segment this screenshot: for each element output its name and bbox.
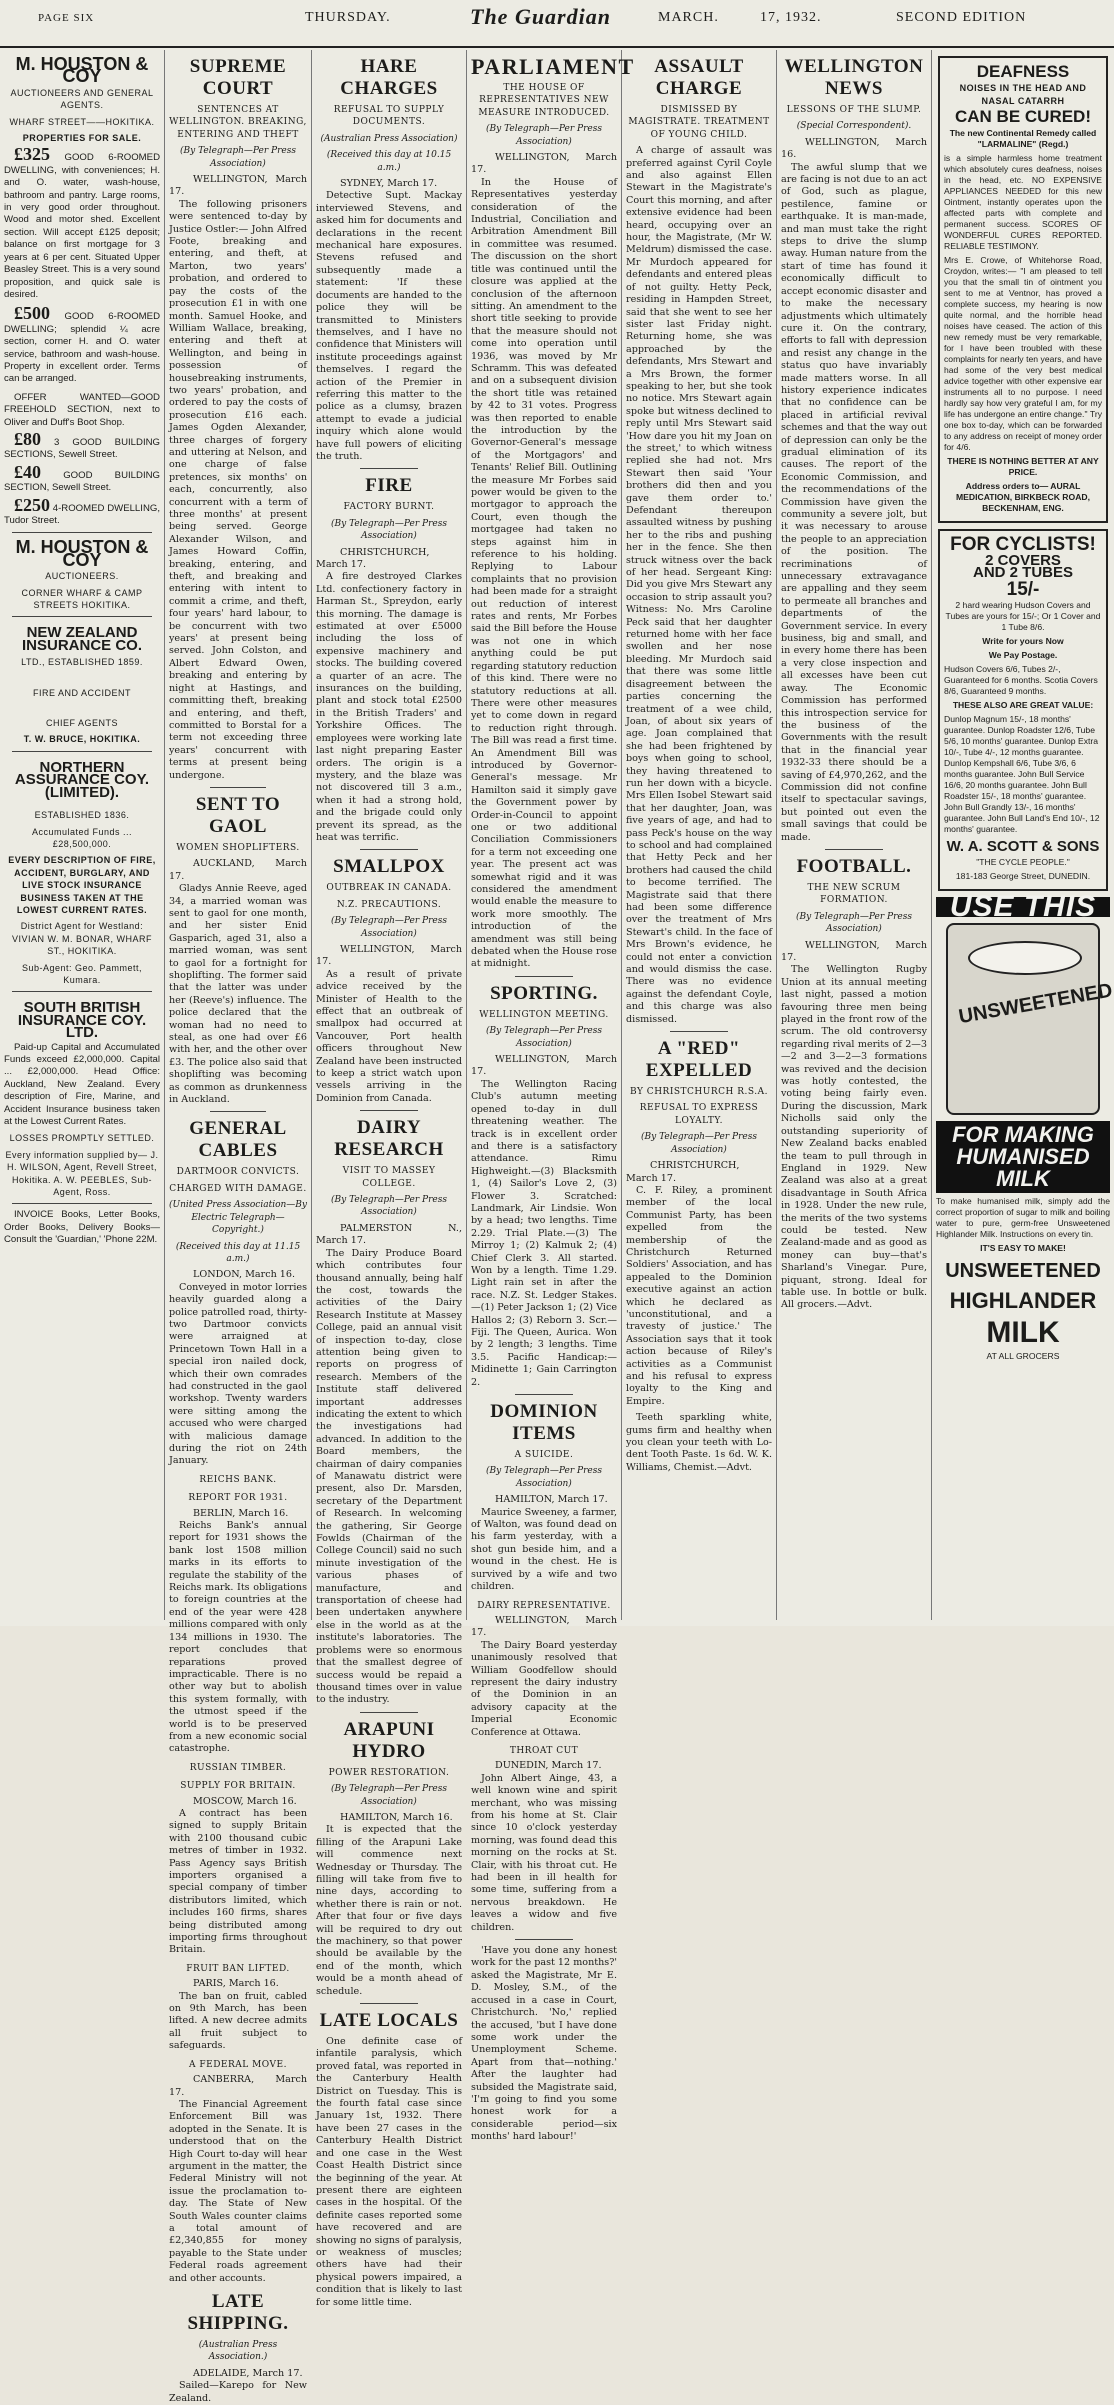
press-credit: (United Press Association—By Electric Telegraph—Copyright.)	[169, 1200, 307, 1236]
invoice-ad: INVOICE Books, Letter Books, Order Books, Delivery Books—Consult the 'Guardian,' 'Phone 22M.	[4, 1209, 160, 1246]
article-body: John Albert Ainge, 43, a well known wine and spirit merchant, who was missing from his home at St. Clair since 10 o'clock yesterday morning, was found dead this morning on the rocks at St. Clair, with his throat cut. He had been in ill health for some time, suffering from a nervous breakdown. He leaves a widow and five children.	[471, 1772, 617, 1933]
property-40	[4, 461, 160, 495]
milk-tin-illustration	[946, 923, 1114, 1115]
article-body: A fire destroyed Clarkes Ltd. confectionery factory in Harman St., Spreydon, early this morning. The damage is estimated at over £5000 including the loss of expensive machinery and stocks. The building covered a quarter of an acre. The insurances on the building, plant and stock total £2500 in the British Traders' and Yorkshire Offices. The employees were working late last night preparing Easter orders. The origin is a mystery, and the blaze was not discovered till 3 a.m., when it had a strong hold, and the brigade could only prevent its spread, as the heat was terrific.	[316, 571, 462, 843]
subhead-damage: CHARGED WITH DAMAGE.	[169, 1183, 307, 1194]
edition-label: SECOND EDITION	[896, 10, 1027, 25]
column-parliament	[467, 50, 635, 2143]
dateline: WELLINGTON, March 17.	[781, 939, 927, 963]
article-body: The Wellington Racing Club's autumn meeting opened to-day in dull threatening weather. The track is in excellent order and there is a satisfactory attendance. Rimu Highweight.—(3) Blacksmith 1, (4) Sailor's Love 2, (3) Flower 3. Scratched: Landmark, Air Lindsie. Won by a head; two lengths. Time 2.29. Trial Plate.—(3) The Mirroy 1; (2) Kalmuk 2; (4) Chief Clerk 3. All started. Won by a length. Time 1.29. Light rain set in after the race. N.Z. St. Ledger Stakes.—(1) Peter Jackson 1; (2) Vice Hallos 2; (3) Reborn 3. Scr.—Fiji. The Queen, Aurica. Won by 2 length; 3 lengths. Time 3.5. Pacific Handicap:—Midinette 1; Gain Carrington 2.	[471, 1078, 617, 1388]
divider	[825, 849, 883, 850]
issue-date: 17, 1932.	[760, 10, 822, 25]
dateline: SYDNEY, March 17.	[340, 178, 438, 190]
divider	[360, 1110, 418, 1111]
price-500: £500	[14, 303, 50, 324]
headline-assault-charge: ASSAULT CHARGE	[654, 56, 744, 99]
deafness-heading: DEAFNESS	[976, 62, 1070, 81]
paper-name: The Guardian	[470, 4, 611, 29]
headline-football: FOOTBALL.	[796, 855, 912, 877]
divider	[515, 1939, 573, 1940]
headline-sporting: SPORTING.	[490, 982, 598, 1004]
article-body: A charge of assault was preferred against Cyril Coyle and also against Ellen Stewart in the Magistrate's Court this morning, and after extensive evidence had been heard, occupying over an hour, the Magistrate, (Mr W. Meldrum) dismissed the case. Mr Murdoch appeared for defendants and entered pleas of not guilty. Hetty Peck, residing in Hampden Street, said that she went to see her sister last Friday night. Returning home, she was approached by the defendants, Mrs Stewart and a Mrs Brown, the former speaking to her, but she took no notice. Mrs Stewart again spoke but witness declined to reply until Mrs Stewart said 'How dare you hit my Joan on the street,' to which witness replied she had not. Mrs Stewart then said 'Your brothers did then and you gave them order to.' Defendant thereupon assaulted witness by pushing her to the ribs and pushing her in the fence. She then struck witness over the back of her head. Sergeant King: Did you give Mrs Stewart any occasion to strip assault you? Witness: No. Mrs Caroline Peck said that her daughter returned home with her face swollen and her nose bleeding. Mr Murdoch said that there was some little disagreement between the parties concerning the treatment of a wee child, Joan, of about six years of age. Joan complained that she had been frightened by boys when going to school, they having threatened to run her down with a bicycle. Mrs Ellen Isobel Stewart said that her daughter, Joan, was five years of age, and had to pass Peck's house on the way to school and had complained that Hetty Peck and her brothers had caused the child to become terrified. The Magistrate said that there had been some difference over the treatment of Mrs Stewart's child. In the face of Mrs Brown's evidence, he could not enter a conviction and would dismiss the case. There was no evidence against the defendant Coyle, and this charge was also dismissed.	[626, 145, 772, 1025]
deafness-testimony: Mrs E. Crowe, of Whitehorse Road, Croydon, writes:— "I am pleased to tell you that the small tin of ointment you sent to me at Ventnor, has proved a complete success, my hearing is now quite normal, and the horrible head noises have ceased. The action of this new remedy must be very remarkable, for I have been troubled with these complaints for nearly ten years, and have had some of the very best medical advice together with other expensive ear instruments all to no purpose. I need hardly say how very grateful I am, for my life has undergone an entire change." Try one box to-day, which can be forwarded to any address on receipt of money order for 4/6.	[944, 254, 1102, 452]
property-500	[4, 303, 161, 385]
milk-ad	[936, 889, 1114, 1362]
cyclists-body: 2 hard wearing Hudson Covers and Tubes are yours for 15/-; Or 1 Cover and 1 Tube 8/6.	[945, 600, 1101, 633]
northern-subagent: Sub-Agent: Geo. Pammett, Kumara.	[21, 962, 143, 985]
press-credit: (By Telegraph—Per Press Association)	[180, 146, 296, 169]
divider	[12, 532, 152, 533]
south-british-name: SOUTH BRITISH INSURANCE COY. LTD.	[17, 999, 147, 1042]
subhead: VISIT TO MASSEY COLLEGE.	[342, 1166, 436, 1189]
houston2-name: M. HOUSTON & COY	[15, 537, 149, 570]
headline-parliament: PARLIAMENT	[471, 54, 635, 79]
cyclists-values: THESE ALSO ARE GREAT VALUE:	[952, 700, 1094, 711]
issue-month: MARCH.	[658, 10, 719, 25]
property-80-text: 3 GOOD BUILDING SECTIONS, Sewell Street.	[4, 436, 160, 461]
article-body: Detective Supt. Mackay interviewed Stevens, and asked him for documents and declarations in the recent mechanical hare exposures. Stevens refused and subsequently made a statement: 'If these documents are handed to the police they will be transmitted to Ministers themselves, and I have no confidence that Ministers will institute proceedings against themselves. I regard the action of the Premier in referring this matter to the police as a clumsy, brazen attempt to evade a judicial inquiry which alone would have full powers of eliciting the truth.	[316, 190, 462, 462]
milk-body: To make humanised milk, simply add the correct proportion of sugar to milk and boiling water to pure, germ-free Unsweetened Highlander Milk. Instructions on every tin.	[936, 1196, 1110, 1240]
deafness-nothing-better: THERE IS NOTHING BETTER AT ANY PRICE.	[947, 455, 1099, 477]
dateline: WELLINGTON, March 17.	[471, 152, 617, 176]
headline-dairy-research: DAIRY RESEARCH	[334, 1117, 444, 1161]
minor-head: FRUIT BAN LIFTED.	[186, 1963, 290, 1974]
headline-sent-to-gaol: SENT TO GAOL	[195, 793, 281, 837]
cyclists-hudson: Hudson Covers 6/6, Tubes 2/-, Guaranteed for 6 months. Scotia Covers 8/6, Guaranteed 9 months.	[944, 664, 1098, 697]
minor-head: A FEDERAL MOVE.	[189, 2059, 287, 2070]
south-british-losses: LOSSES PROMPTLY SETTLED.	[9, 1133, 155, 1144]
article-body: Reichs Bank's annual report for 1931 shows the bank lost 1508 million marks in its efforts to regulate the stability of the Reichs mark. Its obligations to foreign countries at the end of the year were 428 millions compared with only 134 millions in 1930. The report concludes that reparations proved impracticable. There is no other way but to abolish this system formally, with the utmost speed if the world is to be preserved from a new economic social catastrophe.	[169, 1520, 307, 1755]
correspondent: (Special Correspondent).	[796, 121, 912, 132]
column-ads-left	[0, 50, 165, 1620]
article-body: The Dairy Board yesterday unanimously resolved that William Goodfellow should represent the dairy industry of the Dominion in an advisory capacity at the Imperial Economic Conference at Ottawa.	[471, 1639, 617, 1738]
article-body: One definite case of infantile paralysis, which proved fatal, was reported in the Canterbury Health District on Tuesday. This is the fourth fatal case since January 1st, 1932. There have been 27 cases in the Canterbury Health District and one case in the West Coast Health District since the beginning of the year. At present there are eighteen cases in the hospital. Of the definite cases reported some have recovered and are showing no signs of paralysis, or weakness of muscles; others have had their physical powers impaired, a condition that is likely to last for some little time.	[316, 2036, 462, 2308]
dateline: BERLIN, March 16.	[193, 1507, 289, 1519]
price-40: £40	[14, 461, 41, 482]
divider	[210, 787, 265, 788]
subhead: THE NEW SCRUM FORMATION.	[807, 882, 901, 906]
divider	[12, 991, 152, 992]
headline-fire: FIRE	[365, 475, 413, 497]
headline-dominion-items: DOMINION ITEMS	[490, 1401, 598, 1445]
press-credit: (By Telegraph—Per Press Association)	[486, 1466, 602, 1489]
price-80: £80	[14, 428, 41, 449]
nz-insurance-types: FIRE AND ACCIDENT	[32, 687, 131, 698]
divider	[210, 1111, 265, 1112]
article-body: The Dairy Produce Board which contributes four thousand annually, being half the cost, towards the activities of the Dairy Research Institute at Massey College, paid an annual visit of inspection to-day, close attention being given to reports on progress of research. Members of the Institute staff delivered important addresses indicating the extent to which the investigations had advanced. In addition to the Board members, the chairman of dairy companies of Manawatu district were present, also Dr. Marsden, secretary of the Department of Research. In welcoming the gathering, Sir George Fowlds (Chairman of the College Council) said no such minute investigation of the various phases of manufacture, and transportation of cheese had been undertaken anywhere else in the world as at the institute's laboratories. The problems were so enormous that the smallest degree of success would be repaid a thousand times over in value to the industry.	[316, 1247, 463, 1706]
column-supreme-court	[165, 50, 312, 2404]
press-credit: (By Telegraph—Per Press Association)	[641, 1132, 757, 1155]
headline-late-shipping: LATE SHIPPING.	[187, 2291, 289, 2334]
dateline: MOSCOW, March 16.	[193, 1795, 297, 1807]
article-body: In the House of Representatives yesterday consideration of the Industrial, Conciliation and Arbitration Amendment Bill in committee was resumed. The discussion on the short title was continued until the closure was applied at the conclusion of the afternoon sitting. An amendment to the short title seeking to provide that the measure should not come into operation until 1936, was moved by Mr Schramm. This was defeated and on a subsequent division the short title was retained by 42 to 31 votes. Progress was then reported to enable the introduction by the Governor-General's message of the Mortgagors' and Tenants' Relief Bill. Outlining the measure Mr Forbes said power would be given to the mortgagor to approach the Court, even though the mortgagee had taken no steps against him in reference to his holding. Replying to Labour complaints that no provision had been made for a straight out reduction of interest rates and rents, Mr Forbes said the Bill before the House was not one in which anything could be put regarding statutory reduction of this kind. There were no statutory reductions at all. There were other measures yet to come down in regard to reduction right through. The Bill was read a first time. An Amendment Bill was introduced by Governor-General's message. Mr Hamilton said it simply gave the Government power by Order-in-Council to appoint one or two additional Conciliation Commissioners for a term not exceeding one year. The present act was somewhat rigid and it was considered the amendment would enable the measure to work more smoothly. The introduction of the amendment was still being debated when the House rose at midnight.	[471, 176, 617, 970]
dateline: AUCKLAND, March 17.	[169, 858, 307, 882]
headline-arapuni: ARAPUNI HYDRO	[343, 1718, 435, 1762]
nz-insurance-established: LTD., ESTABLISHED 1859.	[21, 657, 143, 668]
article-body: Gladys Annie Reeve, aged 34, a married woman was sent to gaol for one month, and her sister Enid Gasparich, aged 31, also a married woman, was sent to gaol for a fortnight for shoplifting. The former said that the latter was under her (Reeve's) influence. The police declared that the woman had no need to steal, as one had over £6 with her, and the other over £3. The police also said that shoplifting was becoming as common as drunkenness in Auckland.	[169, 883, 307, 1106]
subhead: OUTBREAK IN CANADA.	[326, 883, 452, 894]
subhead: REFUSAL TO EXPRESS LOYALTY.	[639, 1103, 759, 1126]
south-british-info: Every information supplied by— J. H. WILSON, Agent, Revell Street, Hokitika. A. W. PEEBLES, Sub-Agent, Ross.	[5, 1149, 159, 1198]
article-body: C. F. Riley, a prominent member of the local Communist Party, has been expelled from the membership of the Christchurch Returned Soldiers' Association, and has appealed to the Dominion executive against an action which he declared as 'unconstitutional, and a travesty of justice.' The Association says that it took action because of Riley's activities as a Communist and his refusal to express loyalty to the King and Empire.	[626, 1184, 772, 1407]
northern-description: EVERY DESCRIPTION OF FIRE, ACCIDENT, BURGLARY, AND LIVE STOCK INSURANCE BUSINESS TAKEN AT THE LOWEST CURRENT RATES.	[8, 855, 156, 915]
article-body: 'Have you done any honest work for the past 12 months?' asked the Magistrate, Mr E. D. Mosley, S.M., of the accused in a case in Court, Christchurch. 'No,' replied the accused, 'but I have done some work under the Unemployment Scheme. Apart from that—nothing.' After the laughter had subsided the Magistrate said, 'I'm going to find you some honest work for a considerable period—six months' hard labour!'	[471, 1945, 617, 2143]
cyclists-ad	[938, 529, 1108, 891]
milk-brand-highlander: HIGHLANDER	[949, 1288, 1097, 1314]
subhead: THE HOUSE OF REPRESENTATIVES NEW MEASURE INTRODUCED.	[478, 83, 610, 118]
minor-head: REICHS BANK.	[199, 1474, 277, 1485]
milk-for-making: FOR MAKING HUMANISED MILK	[936, 1121, 1110, 1193]
subhead: N.Z. PRECAUTIONS.	[336, 899, 442, 910]
article-body: The ban on fruit, cabled on 9th March, has been lifted. A new decree admits all fruit subject to safeguards.	[169, 1990, 307, 2052]
article-body: It is expected that the filling of the Arapuni Lake will commence next Wednesday or Thursday. The filling will take from five to nine days, according to whether there is rain or not. After that four or five days will be required to dry out the machinery, so that power should be available by the end of the month, which would be a month ahead of schedule.	[316, 1824, 462, 1997]
deafness-ad	[938, 56, 1108, 523]
divider	[360, 849, 418, 850]
subhead: REFUSAL TO SUPPLY DOCUMENTS.	[333, 105, 445, 128]
houston2-role: AUCTIONEERS.	[45, 571, 119, 582]
cyclists-write: Write for yours Now	[982, 636, 1064, 647]
northern-name: NORTHERN ASSURANCE COY. (LIMITED).	[14, 758, 150, 801]
headline-late-locals: LATE LOCALS	[319, 2010, 459, 2032]
dateline: WELLINGTON, March 17.	[471, 1614, 617, 1639]
subhead: BY CHRISTCHURCH R.S.A.	[630, 1087, 768, 1098]
column-ads-right	[932, 50, 1114, 1620]
cyclists-list: Dunlop Magnum 15/-, 18 months' guarantee. Dunlop Roadster 12/6, Tube 5/6, 10 months' guarantee. Dunlop Extra 10/-, Tube 4/-, 12 months guarantee. Dunlop Kempshall 6/6, Tube 3/6, 6 months guarantee. John Bull Service 16/6, 20 months guarantee. John Bull Roadster 15/-, 18 months' guarantee. John Bull Grandly 13/-, 16 months' guarantee. John Bull Land's End 10/-, 12 months' guarantee.	[944, 714, 1100, 835]
northern-funds: Accumulated Funds ... £28,500,000.	[31, 826, 133, 849]
deafness-sub: NOISES IN THE HEAD AND NASAL CATARRH	[959, 83, 1087, 106]
deafness-remedy: The new Continental Remedy called "LARMALINE" (Regd.)	[949, 127, 1097, 149]
article-body: The awful slump that we are facing is not due to an act of God, such as plague, pestilence, famine or earthquake. It is man-made, and man must take the right steps to drive the slump away. Human nature from the start of time has found it economically difficult to accept economic disaster and to make the necessary adjustments which ultimately cure it. On the contrary, efforts to fall with depression and resist any change in the status quo have invariably made matters worse. In all history experience indicates that no confidence can be placed in artificial revival schemes and that the way out of depression can only be the gradual elimination of its causes. The report of the Economic Commission, and the recommendations of the Commission have given the community a severe jolt, but it was necessary to arouse the people to an appreciation of the position. The recriminations of unnecessary extravagance are appalling and they seem to permeate all branches and departments of the Government service. In every business, big and small, and in every home there has been a very close inspection and all excesses have been cut away. The Economic Commission has performed this introspection service for the business of the Governments with the result that in the financial year 1932-33 there should be a saving of £4,970,262, and the Commission did not confine itself to spectacular savings, but pointed out even the small savings that could be made.	[781, 161, 927, 843]
headline-wellington-news: WELLINGTON NEWS	[784, 56, 924, 99]
column-wellington-news	[777, 50, 932, 1620]
press-credit: (By Telegraph—Per Press Association)	[331, 916, 447, 939]
property-325-text: GOOD 6-ROOMED DWELLING, with conveniences; H. and O. water, wash-house, bathroom and pantry. Large rooms, in very good order throughout. Wood and motor shed. Excellent section. Will accept £125 deposit; balance on first mortgage for 3 years at 6 per cent. Situated Upper Beasley Street. This is a very sound proposition, and quick sale is desired.	[4, 152, 161, 300]
received-time: (Received this day at 11.15 a.m.)	[175, 1241, 301, 1264]
deafness-cured: CAN BE CURED!	[955, 107, 1091, 127]
milk-use-this: USE THIS	[936, 897, 1110, 917]
milk-easy: IT'S EASY TO MAKE!	[980, 1243, 1066, 1254]
dateline: PALMERSTON N., March 17.	[316, 1222, 462, 1247]
minor-sub: REPORT FOR 1931.	[188, 1493, 288, 1504]
received-time: (Received this day at 10.15 a.m.)	[326, 150, 452, 173]
properties-heading: PROPERTIES FOR SALE.	[22, 133, 142, 144]
headline-smallpox: SMALLPOX	[333, 856, 445, 878]
milk-brand-milk: MILK	[986, 1316, 1060, 1350]
divider	[515, 976, 573, 977]
article-body: A contract has been signed to supply Britain with 2100 thousand cubic metres of timber in 1932. Pass Agency says British importers organised a special company of timber distributors limited, which includes 160 firms, shares being distributed among importing firms throughout Britain.	[169, 1807, 307, 1956]
cyclists-tubes: AND 2 TUBES	[972, 564, 1073, 582]
dateline: ADELAIDE, March 17.	[193, 2367, 303, 2379]
subhead: WELLINGTON MEETING.	[479, 1009, 609, 1020]
headline-general-cables: GENERAL CABLES	[189, 1118, 287, 1162]
property-80	[4, 428, 160, 462]
price-250: £250	[14, 494, 50, 515]
issue-day: THURSDAY.	[305, 10, 391, 25]
headline-red-expelled: A "RED" EXPELLED	[645, 1038, 753, 1082]
property-250-text: 4-ROOMED DWELLING, Tudor Street.	[4, 502, 160, 526]
article-body: Maurice Sweeney, a farmer, of Walton, was found dead on his farm yesterday, with a shot gun beside him, and a wound in the chest. He is survived by a wife and two children.	[471, 1506, 617, 1593]
milk-grocers: AT ALL GROCERS	[986, 1351, 1060, 1362]
houston-name: M. HOUSTON & COY	[15, 54, 149, 87]
nz-insurance-agent-label: CHIEF AGENTS	[45, 718, 118, 729]
divider	[12, 616, 152, 617]
column-hare-charges	[312, 50, 467, 2308]
scott-tagline: "THE CYCLE PEOPLE."	[976, 856, 1070, 867]
divider	[360, 468, 418, 469]
nz-insurance-agent: T. W. BRUCE, HOKITIKA.	[23, 734, 141, 745]
northern-agent: District Agent for Westland: VIVIAN W. M. BONAR, WHARF ST., HOKITIKA.	[11, 921, 152, 957]
dateline: CHRISTCHURCH, March 17.	[316, 546, 430, 570]
cyclists-price: 15/-	[1006, 578, 1040, 600]
houston-role: AUCTIONEERS AND GENERAL AGENTS.	[10, 87, 154, 111]
minor-head: DAIRY REPRESENTATIVE.	[477, 1600, 611, 1611]
scott-name: W. A. SCOTT & SONS	[946, 838, 1100, 856]
dateline: LONDON, March 16.	[193, 1269, 296, 1281]
dateline: WELLINGTON, March 17.	[471, 1054, 617, 1078]
milk-brand-unsweetened: UNSWEETENED	[945, 1260, 1101, 1283]
press-credit: (By Telegraph—Per Press Association)	[486, 124, 602, 147]
dateline: HAMILTON, March 16.	[340, 1811, 453, 1823]
cyclists-covers: 2 COVERS	[985, 552, 1061, 570]
subhead-dartmoor: DARTMOOR CONVICTS.	[176, 1167, 300, 1178]
press-credit: (By Telegraph—Per Press Association)	[486, 1026, 602, 1049]
headline-hare-charges: HARE CHARGES	[340, 56, 438, 99]
article-body: Sailed—Karepo for New Zealand.	[169, 2380, 307, 2404]
scott-address: 181-183 George Street, DUNEDIN.	[955, 870, 1091, 881]
deafness-address: Address orders to— AURAL MEDICATION, BIRKBECK ROAD, BECKENHAM, ENG.	[956, 480, 1090, 513]
dateline: HAMILTON, March 17.	[495, 1494, 608, 1506]
divider	[12, 1203, 152, 1204]
property-250	[4, 494, 160, 528]
property-40-text: GOOD BUILDING SECTION, Sewell Street.	[4, 469, 160, 494]
headline-supreme-court: SUPREME COURT	[189, 56, 287, 99]
divider	[360, 1712, 418, 1713]
page-number: PAGE SIX	[38, 12, 95, 24]
cyclists-postage: We Pay Postage.	[988, 650, 1058, 661]
masthead	[0, 0, 1114, 48]
subhead-shoplifters: WOMEN SHOPLIFTERS.	[176, 842, 300, 853]
advert-text: Teeth sparkling white, gums firm and healthy when you clean your teeth with Lo-dent Tooth Paste. 1s 6d. W. K. Williams, Chemist.—Advt.	[626, 1412, 772, 1473]
column-assault-charge	[622, 50, 777, 1620]
deafness-body: is a simple harmless home treatment which absolutely cures deafness, noises in the head, etc. NO EXPENSIVE APPLIANCES NEEDED for this new Ointment, instantly operates upon the affected parts with complete and permanent success. SCORES OF WONDERFUL CURES REPORTED. RELIABLE TESTIMONY.	[944, 152, 1102, 251]
press-credit: (Australian Press Association)	[320, 133, 458, 144]
property-500-text: GOOD 6-ROOMED DWELLING; splendid ¼ acre section, corner H. and O. water service, bathroom and wash-house. Property in excellent order. Terms can be arranged.	[4, 311, 161, 385]
houston-address: WHARF STREET——HOKITIKA.	[9, 116, 155, 127]
dateline: CANBERRA, March 17.	[169, 2074, 307, 2098]
subhead: DISMISSED BY MAGISTRATE. TREATMENT OF YOUNG CHILD.	[628, 105, 770, 140]
subhead: FACTORY BURNT.	[343, 502, 435, 513]
article-body: The Wellington Rugby Union at its annual meeting last night, passed a motion favouring three men being played in the front row of the scrum. The old controversy regarding rival merits of 2—3—2 and 3—2—3 formations was revived and the decision was hotly contested, the voting being fairly even. During the discussion, Mark Nicholls said only the outstanding superiority of New Zealand backs enabled the team to pull through in England in 1929. New Zealand was also at a great disadvantage in South Africa in 1928. Under the new rule, the merits of the two systems could be tested. New Zealand-made and as good as money can buy—that's Sharland's Vinegar. Pure, piquant, strong. Ideal for table use. In bottle or bulk. All grocers.—Advt.	[781, 964, 927, 1311]
divider	[670, 1031, 728, 1032]
nz-insurance-name: NEW ZEALAND INSURANCE CO.	[21, 624, 142, 654]
press-credit: (Australian Press Association.)	[198, 2340, 278, 2363]
cyclists-heading: FOR CYCLISTS!	[950, 533, 1096, 555]
offer-wanted: OFFER WANTED—GOOD FREEHOLD SECTION, next to Oliver and Duff's Boot Shop.	[4, 391, 160, 428]
article-body: The following prisoners were sentenced to-day by Justice Ostler:— John Alfred Foote, breaking and entering, and theft, at Marton, two years' probation, and ordered to pay the costs of the prosecution £1 in with one month. Samuel Hooke, and William Wallace, breaking, entering and theft at Wellington, and being in possession of housebreaking instruments, two years' probation, and ordered to pay the costs of prosecution £16 each. James Ogden Alexander, three charges of forgery and uttering at Nelson, and one charge of false pretences, six months' on each, concurrently, also concurrent with a term of three months' at present being served. George Alexander Wilson, and James Howard Coffin, breaking, entering, and theft, and breaking and entering with intent to commit a crime, and theft, four years' hard labour, to be concurrent with two years' at present being served. John Colston, and Albert Edward Owen, breaking and entering by night at Hastings, and committing theft, breaking and entering, and theft, committed to Borstal for a term not exceeding three years' concurrent with terms at present being undergone.	[169, 198, 307, 781]
press-credit: (By Telegraph—Per Press Association)	[331, 1784, 447, 1807]
subhead: LESSONS OF THE SLUMP.	[786, 105, 922, 115]
article-body: The Financial Agreement Enforcement Bill was adopted in the Senate. It is understood that on the High Court to-day will hear argument in the matter, the Federal Ministry will not issue the proclamation to-day. The State of New South Wales counter claims a total amount of £2,340,855 for money payable to the State under Federal roads agreement and other accounts.	[169, 2098, 307, 2284]
price-325: £325	[14, 144, 50, 165]
divider	[515, 1394, 573, 1395]
subhead: POWER RESTORATION.	[328, 1767, 450, 1778]
minor-head: RUSSIAN TIMBER.	[189, 1762, 287, 1773]
article-body: Conveyed in motor lorries heavily guarded along a police patrolled road, thirty-two Dartmoor convicts were arraigned at Princetown Town Hall in a special iron nailed dock, which their own comrades had constructed in the gaol workshop. Twenty warders were sitting among the accused who were charged with malicious damage during the riot on 24th January.	[169, 1281, 307, 1467]
subhead: A SUICIDE.	[514, 1450, 574, 1461]
property-325	[4, 144, 161, 301]
dateline: PARIS, March 16.	[193, 1978, 279, 1990]
dateline: WELLINGTON, March 16.	[781, 136, 927, 161]
dateline: CHRISTCHURCH, March 17.	[626, 1160, 740, 1184]
divider	[12, 751, 152, 752]
tin-lid	[968, 941, 1082, 975]
article-body: As a result of private advice received by the Minister of Health to the effect that an outbreak of smallpox had occurred at Vancouver, Port health officers throughout New Zealand have been instructed to keep a strict watch upon vessels arriving in the Dominion from Canada.	[316, 968, 462, 1104]
minor-sub: SUPPLY FOR BRITAIN.	[180, 1781, 296, 1792]
northern-established: ESTABLISHED 1836.	[34, 810, 130, 821]
tin-label: UNSWEETENED	[957, 979, 1114, 1029]
dateline: WELLINGTON, March 17.	[316, 943, 462, 968]
houston2-address: CORNER WHARF & CAMP STREETS HOKITIKA.	[21, 587, 143, 611]
south-british-capital: Paid-up Capital and Accumulated Funds exceed £2,000,000. Capital ... £2,000,000. Head Office: Auckland, New Zealand. Every description of Fire, Marine, and Accident Insurance business taken at the Lowest Current Rates.	[4, 1041, 160, 1128]
dateline: WELLINGTON, March 17.	[169, 174, 307, 198]
press-credit: (By Telegraph—Per Press Association)	[331, 518, 447, 542]
press-credit: (By Telegraph—Per Press Association)	[796, 911, 912, 935]
minor-head: THROAT CUT	[509, 1745, 579, 1756]
press-credit: (By Telegraph—Per Press Association)	[331, 1195, 447, 1218]
subhead-sentences: SENTENCES AT WELLINGTON. BREAKING, ENTERING AND THEFT	[169, 105, 307, 140]
divider	[360, 2003, 418, 2004]
dateline: DUNEDIN, March 17.	[495, 1760, 602, 1772]
